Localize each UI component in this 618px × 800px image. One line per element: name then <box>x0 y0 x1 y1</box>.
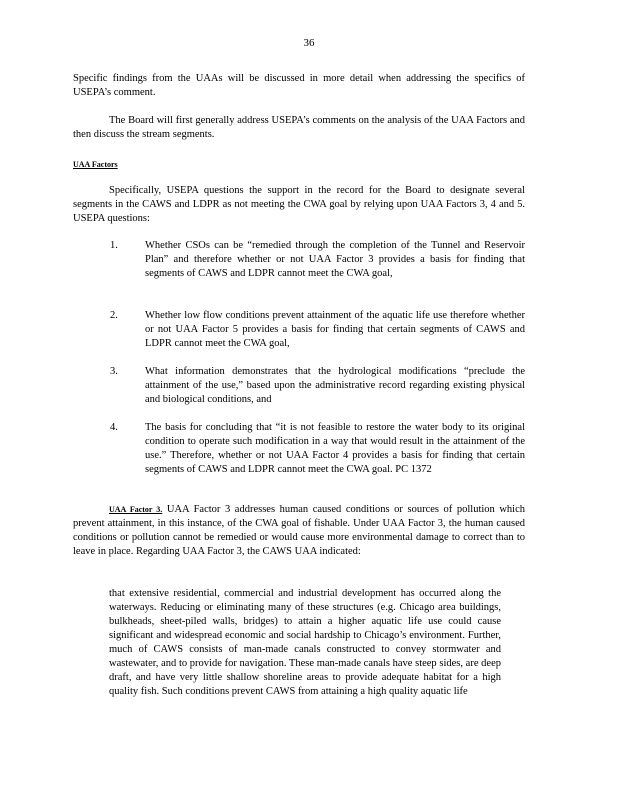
paragraph-usepa-questions: Specifically, USEPA questions the support in the record for the Board to designate several segments in the CAWS and LDPR as not meeting the CWA goal by relying upon UAA Factors 3, 4 and 5. USEPA questions: <box>73 185 525 224</box>
list-item-text: Whether low flow conditions prevent attainment of the aquatic life use therefore whether or not UAA Factor 5 provides a basis for finding that certain segments of CAWS and LDPR cannot meet the CWA goal, <box>145 310 525 349</box>
uaa-factor-3-text: UAA Factor 3 addresses human caused conditions or sources of pollution which prevent attainment, in this instance, of the CWA goal of fishable. Under UAA Factor 3, the human caused conditions or pollution cannot be remedied or would cause more environmental damage to correct than to leave in place. Regarding UAA Factor 3, the CAWS UAA indicated: <box>73 504 526 557</box>
uaa-factor-3-heading: UAA Factor 3. <box>109 505 163 514</box>
list-item-text: What information demonstrates that the hydrological modifications “preclude the attainment of the use,” based upon the administrative record regarding existing physical and biological conditions, and <box>145 366 525 405</box>
paragraph-board-address: The Board will first generally address USEPA’s comments on the analysis of the UAA Factors and then discuss the stream segments. <box>73 115 525 140</box>
list-item-number: 3. <box>110 366 118 377</box>
paragraph-uaa-factor-3 <box>73 503 525 559</box>
caws-uaa-quote: that extensive residential, commercial and industrial development has occurred along the waterways. Reducing or eliminating many of these structures (e.g. Chicago area buildings, bulkheads, sheet-piled walls, bridges) to attain a higher aquatic life use could cause significant and widespread economic and social hardship to Chicago’s environment. Further, much of CAWS consists of man-made canals constructed to convey stormwater and wastewater, and to provide for navigation. These man-made canals have steep sides, are deep draft, and have very little shallow shoreline areas to provide adequate habitat for a high quality fish. Such conditions prevent CAWS from attaining a high quality aquatic life <box>109 588 501 697</box>
list-item <box>73 309 525 351</box>
list-item-text: Whether CSOs can be “remedied through the completion of the Tunnel and Reservoir Plan” and therefore whether or not UAA Factor 3 provides a basis for finding that segments of CAWS and LDPR cannot meet the CWA goal, <box>145 240 525 279</box>
list-item-number: 4. <box>110 422 118 433</box>
list-item-text: The basis for concluding that “it is not feasible to restore the water body to its original condition to operate such modification in a way that would result in the attainment of the use.” Therefore, whether or not UAA Factor 4 provides a basis for finding that certain segments of CAWS and LDPR cannot meet the CWA goal. PC 1372 <box>145 422 525 475</box>
paragraph-specific-findings: Specific findings from the UAAs will be discussed in more detail when addressing the specifics of USEPA’s comment. <box>73 73 525 98</box>
page-number: 36 <box>303 37 315 49</box>
list-item-number: 2. <box>110 310 118 321</box>
section-heading-uaa-factors: UAA Factors <box>73 160 118 169</box>
list-item <box>73 365 525 407</box>
list-item <box>73 239 525 281</box>
list-item <box>73 421 525 477</box>
list-item-number: 1. <box>110 240 118 251</box>
